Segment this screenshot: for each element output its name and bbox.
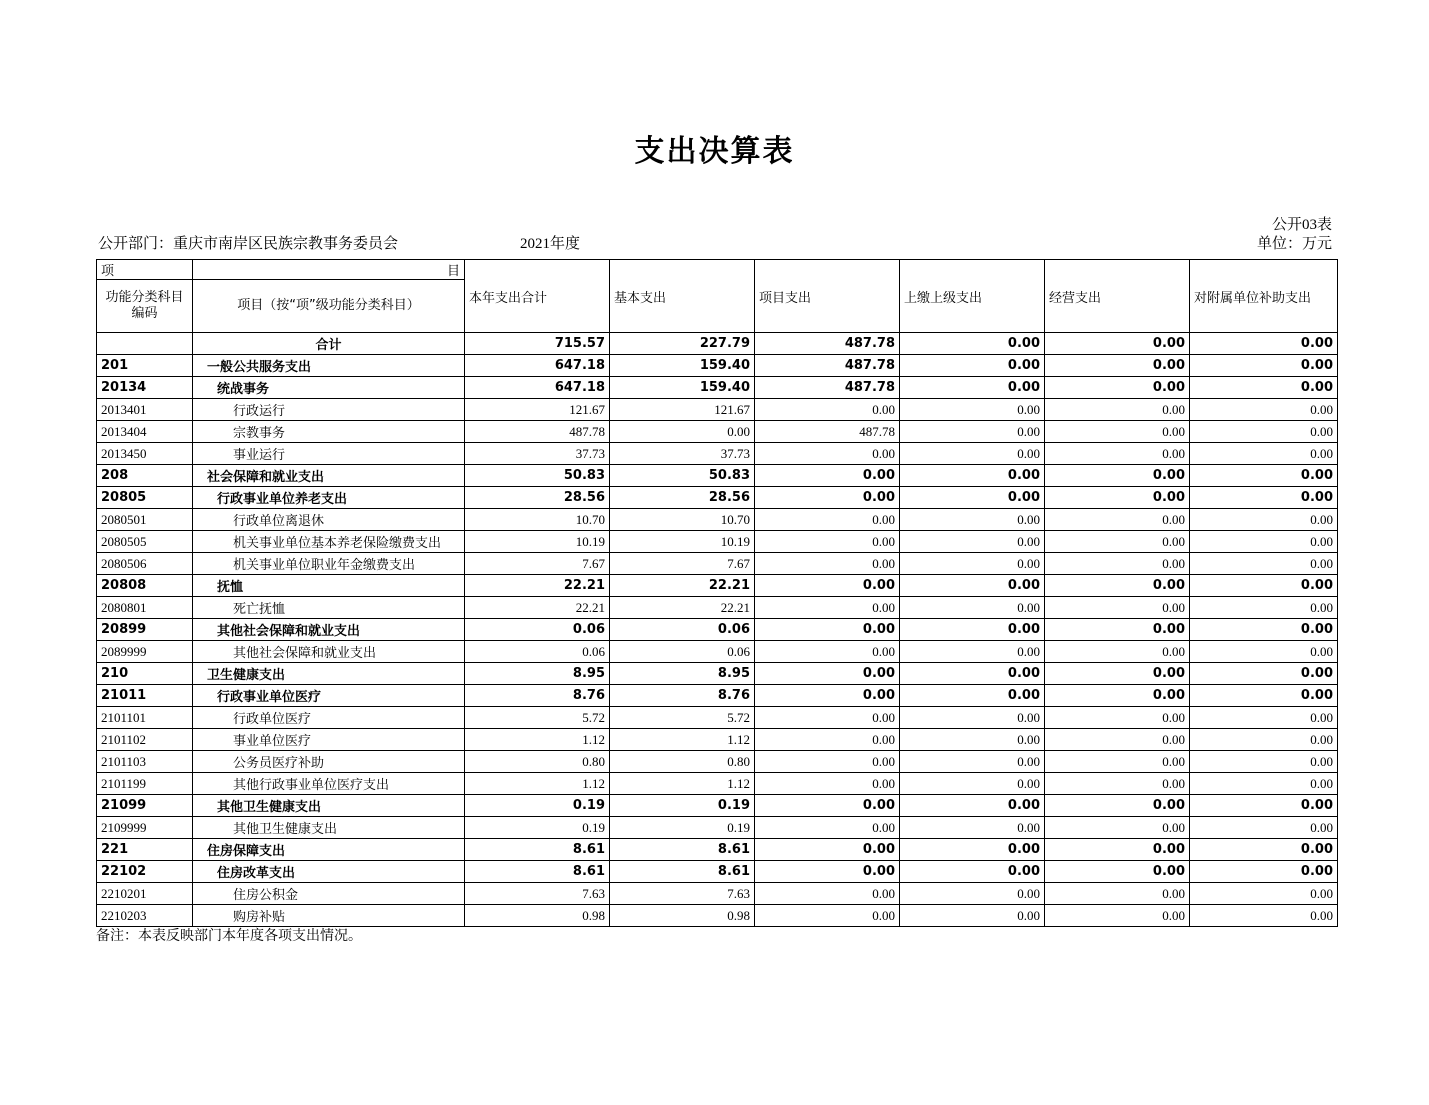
cell-amount: 0.00 <box>1190 685 1338 707</box>
cell-amount: 0.00 <box>755 861 900 883</box>
cell-item-name: 行政事业单位养老支出 <box>193 487 465 509</box>
cell-amount: 159.40 <box>610 377 755 399</box>
cell-amount: 0.06 <box>610 641 755 663</box>
cell-item-name: 其他社会保障和就业支出 <box>193 619 465 641</box>
table-row <box>97 509 1338 531</box>
cell-subject-code: 210 <box>97 663 193 685</box>
cell-amount: 0.00 <box>1190 619 1338 641</box>
table-header-band <box>97 260 1338 280</box>
cell-amount: 0.00 <box>900 531 1045 553</box>
cell-amount: 0.19 <box>465 795 610 817</box>
cell-amount: 0.00 <box>1045 421 1190 443</box>
cell-amount: 0.00 <box>1190 707 1338 729</box>
cell-amount: 487.78 <box>755 377 900 399</box>
cell-amount: 0.00 <box>755 597 900 619</box>
cell-amount: 0.00 <box>755 707 900 729</box>
cell-amount: 50.83 <box>465 465 610 487</box>
cell-amount: 0.00 <box>755 729 900 751</box>
cell-amount: 0.00 <box>1190 575 1338 597</box>
cell-amount: 1.12 <box>465 773 610 795</box>
cell-amount: 0.00 <box>755 817 900 839</box>
cell-amount: 0.80 <box>610 751 755 773</box>
cell-amount: 1.12 <box>610 729 755 751</box>
cell-amount: 0.00 <box>1190 861 1338 883</box>
cell-amount: 0.00 <box>900 575 1045 597</box>
cell-amount: 0.00 <box>900 421 1045 443</box>
table-row <box>97 707 1338 729</box>
cell-amount: 8.76 <box>610 685 755 707</box>
cell-item-name: 统战事务 <box>193 377 465 399</box>
cell-amount: 0.00 <box>755 905 900 927</box>
cell-amount: 0.00 <box>1190 465 1338 487</box>
cell-amount: 0.00 <box>755 509 900 531</box>
cell-amount: 0.00 <box>900 751 1045 773</box>
cell-item-name: 住房公积金 <box>193 883 465 905</box>
cell-amount: 50.83 <box>610 465 755 487</box>
cell-subject-code: 2013404 <box>97 421 193 443</box>
cell-amount: 0.00 <box>1190 905 1338 927</box>
cell-item-name: 行政单位医疗 <box>193 707 465 729</box>
cell-amount: 0.06 <box>465 619 610 641</box>
cell-amount: 0.00 <box>1190 399 1338 421</box>
table-body <box>97 333 1338 927</box>
cell-amount: 0.00 <box>1190 333 1338 355</box>
cell-amount: 0.00 <box>755 531 900 553</box>
cell-amount: 487.78 <box>755 355 900 377</box>
cell-item-name: 卫生健康支出 <box>193 663 465 685</box>
cell-amount: 0.00 <box>1045 817 1190 839</box>
cell-item-name: 其他行政事业单位医疗支出 <box>193 773 465 795</box>
table-row <box>97 421 1338 443</box>
cell-amount: 0.00 <box>755 795 900 817</box>
table-row <box>97 575 1338 597</box>
table-row <box>97 355 1338 377</box>
cell-item-name: 机关事业单位基本养老保险缴费支出 <box>193 531 465 553</box>
cell-item-name: 抚恤 <box>193 575 465 597</box>
cell-amount: 0.00 <box>1190 377 1338 399</box>
cell-amount: 487.78 <box>755 421 900 443</box>
column-header-item: 项目（按“项”级功能分类科目） <box>193 280 465 333</box>
fiscal-year-label: 2021年度 <box>520 236 581 252</box>
band-left-label: 项 <box>97 260 193 280</box>
cell-amount: 159.40 <box>610 355 755 377</box>
expenditure-table <box>96 259 1338 927</box>
cell-amount: 0.00 <box>900 685 1045 707</box>
cell-subject-code: 2013401 <box>97 399 193 421</box>
cell-amount: 0.00 <box>900 553 1045 575</box>
cell-amount: 0.00 <box>1045 795 1190 817</box>
cell-subject-code: 22102 <box>97 861 193 883</box>
cell-amount: 0.00 <box>1045 729 1190 751</box>
cell-amount: 8.61 <box>465 861 610 883</box>
cell-amount: 37.73 <box>465 443 610 465</box>
cell-amount: 121.67 <box>465 399 610 421</box>
cell-amount: 0.00 <box>755 619 900 641</box>
cell-amount: 8.61 <box>610 839 755 861</box>
cell-subject-code: 20134 <box>97 377 193 399</box>
cell-amount: 227.79 <box>610 333 755 355</box>
cell-amount: 22.21 <box>610 575 755 597</box>
cell-item-name: 公务员医疗补助 <box>193 751 465 773</box>
cell-amount: 0.00 <box>900 355 1045 377</box>
cell-amount: 0.00 <box>1045 377 1190 399</box>
cell-item-name: 一般公共服务支出 <box>193 355 465 377</box>
cell-amount: 487.78 <box>755 333 900 355</box>
cell-subject-code: 2080801 <box>97 597 193 619</box>
band-right-label: 目 <box>193 260 465 280</box>
cell-item-name: 事业单位医疗 <box>193 729 465 751</box>
cell-amount: 22.21 <box>610 597 755 619</box>
cell-item-name: 社会保障和就业支出 <box>193 465 465 487</box>
table-row <box>97 597 1338 619</box>
cell-amount: 0.00 <box>1045 707 1190 729</box>
table-row <box>97 729 1338 751</box>
table-row <box>97 905 1338 927</box>
cell-item-name: 行政事业单位医疗 <box>193 685 465 707</box>
cell-amount: 0.00 <box>1045 751 1190 773</box>
cell-amount: 0.00 <box>1190 443 1338 465</box>
cell-amount: 7.67 <box>610 553 755 575</box>
cell-amount: 0.00 <box>1045 465 1190 487</box>
cell-amount: 10.19 <box>610 531 755 553</box>
cell-item-name: 宗教事务 <box>193 421 465 443</box>
cell-amount: 0.06 <box>465 641 610 663</box>
cell-amount: 0.00 <box>1190 663 1338 685</box>
cell-amount: 0.06 <box>610 619 755 641</box>
table-row <box>97 839 1338 861</box>
cell-subject-code: 20899 <box>97 619 193 641</box>
cell-amount: 121.67 <box>610 399 755 421</box>
cell-amount: 0.00 <box>1190 773 1338 795</box>
column-header-code: 功能分类科目编码 <box>97 280 193 333</box>
cell-amount: 0.00 <box>1045 773 1190 795</box>
cell-amount: 0.00 <box>1045 487 1190 509</box>
cell-amount: 0.00 <box>1045 355 1190 377</box>
cell-amount: 0.00 <box>1045 531 1190 553</box>
cell-amount: 0.00 <box>900 619 1045 641</box>
cell-amount: 0.00 <box>1045 509 1190 531</box>
table-row <box>97 795 1338 817</box>
cell-amount: 0.00 <box>900 861 1045 883</box>
cell-amount: 0.00 <box>1045 905 1190 927</box>
cell-amount: 0.00 <box>755 685 900 707</box>
cell-amount: 487.78 <box>465 421 610 443</box>
cell-amount: 0.00 <box>755 839 900 861</box>
cell-subject-code: 221 <box>97 839 193 861</box>
cell-amount: 0.00 <box>1045 553 1190 575</box>
cell-subject-code: 2210201 <box>97 883 193 905</box>
cell-amount: 7.67 <box>465 553 610 575</box>
cell-amount: 8.76 <box>465 685 610 707</box>
cell-amount: 0.19 <box>610 795 755 817</box>
cell-amount: 22.21 <box>465 597 610 619</box>
cell-amount: 8.61 <box>465 839 610 861</box>
cell-amount: 0.00 <box>1190 795 1338 817</box>
cell-amount: 7.63 <box>465 883 610 905</box>
cell-item-name: 合计 <box>193 333 465 355</box>
cell-amount: 0.00 <box>1190 553 1338 575</box>
cell-amount: 0.00 <box>900 707 1045 729</box>
cell-amount: 8.95 <box>610 663 755 685</box>
cell-amount: 0.19 <box>610 817 755 839</box>
cell-amount: 0.19 <box>465 817 610 839</box>
cell-amount: 0.00 <box>1045 333 1190 355</box>
cell-item-name: 其他卫生健康支出 <box>193 817 465 839</box>
cell-amount: 0.00 <box>1045 443 1190 465</box>
cell-amount: 0.00 <box>900 663 1045 685</box>
cell-amount: 0.00 <box>755 641 900 663</box>
cell-amount: 0.00 <box>1190 597 1338 619</box>
cell-amount: 0.00 <box>1045 575 1190 597</box>
cell-item-name: 死亡抚恤 <box>193 597 465 619</box>
cell-amount: 0.00 <box>1045 641 1190 663</box>
cell-amount: 0.00 <box>1190 355 1338 377</box>
cell-amount: 28.56 <box>610 487 755 509</box>
column-header-total: 本年支出合计 <box>465 260 610 333</box>
cell-amount: 0.00 <box>900 399 1045 421</box>
column-header-subsidy: 对附属单位补助支出 <box>1190 260 1338 333</box>
cell-amount: 0.00 <box>1190 487 1338 509</box>
cell-amount: 5.72 <box>465 707 610 729</box>
cell-amount: 8.95 <box>465 663 610 685</box>
cell-subject-code: 2089999 <box>97 641 193 663</box>
cell-amount: 0.00 <box>900 729 1045 751</box>
column-header-project: 项目支出 <box>755 260 900 333</box>
column-header-operating: 经营支出 <box>1045 260 1190 333</box>
cell-amount: 0.00 <box>1045 839 1190 861</box>
cell-amount: 0.00 <box>900 839 1045 861</box>
table-row <box>97 399 1338 421</box>
cell-amount: 37.73 <box>610 443 755 465</box>
table-row <box>97 531 1338 553</box>
cell-amount: 0.00 <box>900 487 1045 509</box>
cell-amount: 0.00 <box>900 817 1045 839</box>
cell-amount: 22.21 <box>465 575 610 597</box>
cell-subject-code: 2101103 <box>97 751 193 773</box>
cell-amount: 0.00 <box>900 465 1045 487</box>
cell-amount: 0.00 <box>1045 663 1190 685</box>
cell-amount: 715.57 <box>465 333 610 355</box>
cell-amount: 0.00 <box>1045 597 1190 619</box>
cell-subject-code: 20808 <box>97 575 193 597</box>
cell-subject-code: 208 <box>97 465 193 487</box>
cell-amount: 5.72 <box>610 707 755 729</box>
table-row <box>97 773 1338 795</box>
cell-amount: 0.00 <box>1045 883 1190 905</box>
cell-amount: 0.80 <box>465 751 610 773</box>
table-row <box>97 861 1338 883</box>
cell-amount: 0.00 <box>1190 509 1338 531</box>
cell-amount: 0.00 <box>755 663 900 685</box>
cell-amount: 0.00 <box>1190 531 1338 553</box>
cell-subject-code: 2109999 <box>97 817 193 839</box>
cell-amount: 0.00 <box>1190 839 1338 861</box>
cell-subject-code: 21011 <box>97 685 193 707</box>
cell-amount: 0.00 <box>900 883 1045 905</box>
cell-amount: 1.12 <box>465 729 610 751</box>
cell-amount: 0.00 <box>755 443 900 465</box>
cell-amount: 0.00 <box>900 905 1045 927</box>
table-row <box>97 377 1338 399</box>
cell-amount: 0.00 <box>755 399 900 421</box>
table-row <box>97 333 1338 355</box>
cell-item-name: 机关事业单位职业年金缴费支出 <box>193 553 465 575</box>
table-row <box>97 817 1338 839</box>
cell-item-name: 行政运行 <box>193 399 465 421</box>
sheet-number-label: 公开03表 <box>1271 217 1332 233</box>
table-row <box>97 663 1338 685</box>
cell-amount: 7.63 <box>610 883 755 905</box>
table-row <box>97 487 1338 509</box>
cell-amount: 0.00 <box>1190 751 1338 773</box>
cell-amount: 0.00 <box>755 465 900 487</box>
table-row <box>97 883 1338 905</box>
cell-subject-code: 2101101 <box>97 707 193 729</box>
cell-amount: 0.00 <box>1190 421 1338 443</box>
table-row <box>97 619 1338 641</box>
table-row <box>97 465 1338 487</box>
cell-item-name: 购房补贴 <box>193 905 465 927</box>
cell-amount: 0.00 <box>755 553 900 575</box>
cell-subject-code: 20805 <box>97 487 193 509</box>
cell-amount: 0.00 <box>610 421 755 443</box>
cell-amount: 647.18 <box>465 377 610 399</box>
cell-amount: 0.98 <box>610 905 755 927</box>
cell-amount: 0.00 <box>900 509 1045 531</box>
cell-subject-code: 2013450 <box>97 443 193 465</box>
cell-amount: 0.00 <box>1045 685 1190 707</box>
cell-amount: 0.00 <box>900 333 1045 355</box>
cell-amount: 8.61 <box>610 861 755 883</box>
cell-amount: 1.12 <box>610 773 755 795</box>
cell-amount: 0.00 <box>900 377 1045 399</box>
cell-item-name: 住房保障支出 <box>193 839 465 861</box>
cell-item-name: 行政单位离退休 <box>193 509 465 531</box>
cell-amount: 10.70 <box>610 509 755 531</box>
document-meta <box>98 217 1332 252</box>
column-header-remit-upper: 上缴上级支出 <box>900 260 1045 333</box>
cell-amount: 0.00 <box>900 795 1045 817</box>
cell-subject-code: 201 <box>97 355 193 377</box>
table-row <box>97 685 1338 707</box>
cell-subject-code: 2101102 <box>97 729 193 751</box>
cell-item-name: 其他卫生健康支出 <box>193 795 465 817</box>
cell-item-name: 事业运行 <box>193 443 465 465</box>
cell-item-name: 其他社会保障和就业支出 <box>193 641 465 663</box>
cell-amount: 28.56 <box>465 487 610 509</box>
cell-amount: 0.00 <box>755 883 900 905</box>
cell-subject-code: 2080505 <box>97 531 193 553</box>
department-label: 公开部门：重庆市南岸区民族宗教事务委员会 <box>98 236 399 252</box>
cell-amount: 0.00 <box>1190 817 1338 839</box>
column-header-basic: 基本支出 <box>610 260 755 333</box>
cell-amount: 0.00 <box>1190 641 1338 663</box>
table-row <box>97 443 1338 465</box>
currency-unit-label: 单位：万元 <box>1256 236 1332 252</box>
table-row <box>97 641 1338 663</box>
cell-amount: 0.00 <box>755 751 900 773</box>
cell-amount: 0.00 <box>755 575 900 597</box>
cell-amount: 0.00 <box>900 773 1045 795</box>
cell-amount: 0.00 <box>900 597 1045 619</box>
table-row <box>97 553 1338 575</box>
cell-amount: 0.00 <box>900 443 1045 465</box>
cell-amount: 0.00 <box>900 641 1045 663</box>
cell-amount: 647.18 <box>465 355 610 377</box>
page-title: 支出决算表 <box>634 134 795 169</box>
cell-amount: 0.00 <box>1045 399 1190 421</box>
cell-amount: 0.00 <box>1190 729 1338 751</box>
cell-subject-code: 2101199 <box>97 773 193 795</box>
cell-subject-code: 2080501 <box>97 509 193 531</box>
cell-subject-code: 2080506 <box>97 553 193 575</box>
footnote: 备注：本表反映部门本年度各项支出情况。 <box>96 929 362 944</box>
table-row <box>97 751 1338 773</box>
cell-amount: 0.00 <box>1045 861 1190 883</box>
cell-amount: 10.70 <box>465 509 610 531</box>
cell-amount: 10.19 <box>465 531 610 553</box>
cell-amount: 0.00 <box>1045 619 1190 641</box>
cell-amount: 0.00 <box>755 773 900 795</box>
cell-subject-code: 21099 <box>97 795 193 817</box>
cell-amount: 0.00 <box>755 487 900 509</box>
cell-item-name: 住房改革支出 <box>193 861 465 883</box>
cell-amount: 0.98 <box>465 905 610 927</box>
cell-amount: 0.00 <box>1190 883 1338 905</box>
cell-subject-code <box>97 333 193 355</box>
cell-subject-code: 2210203 <box>97 905 193 927</box>
